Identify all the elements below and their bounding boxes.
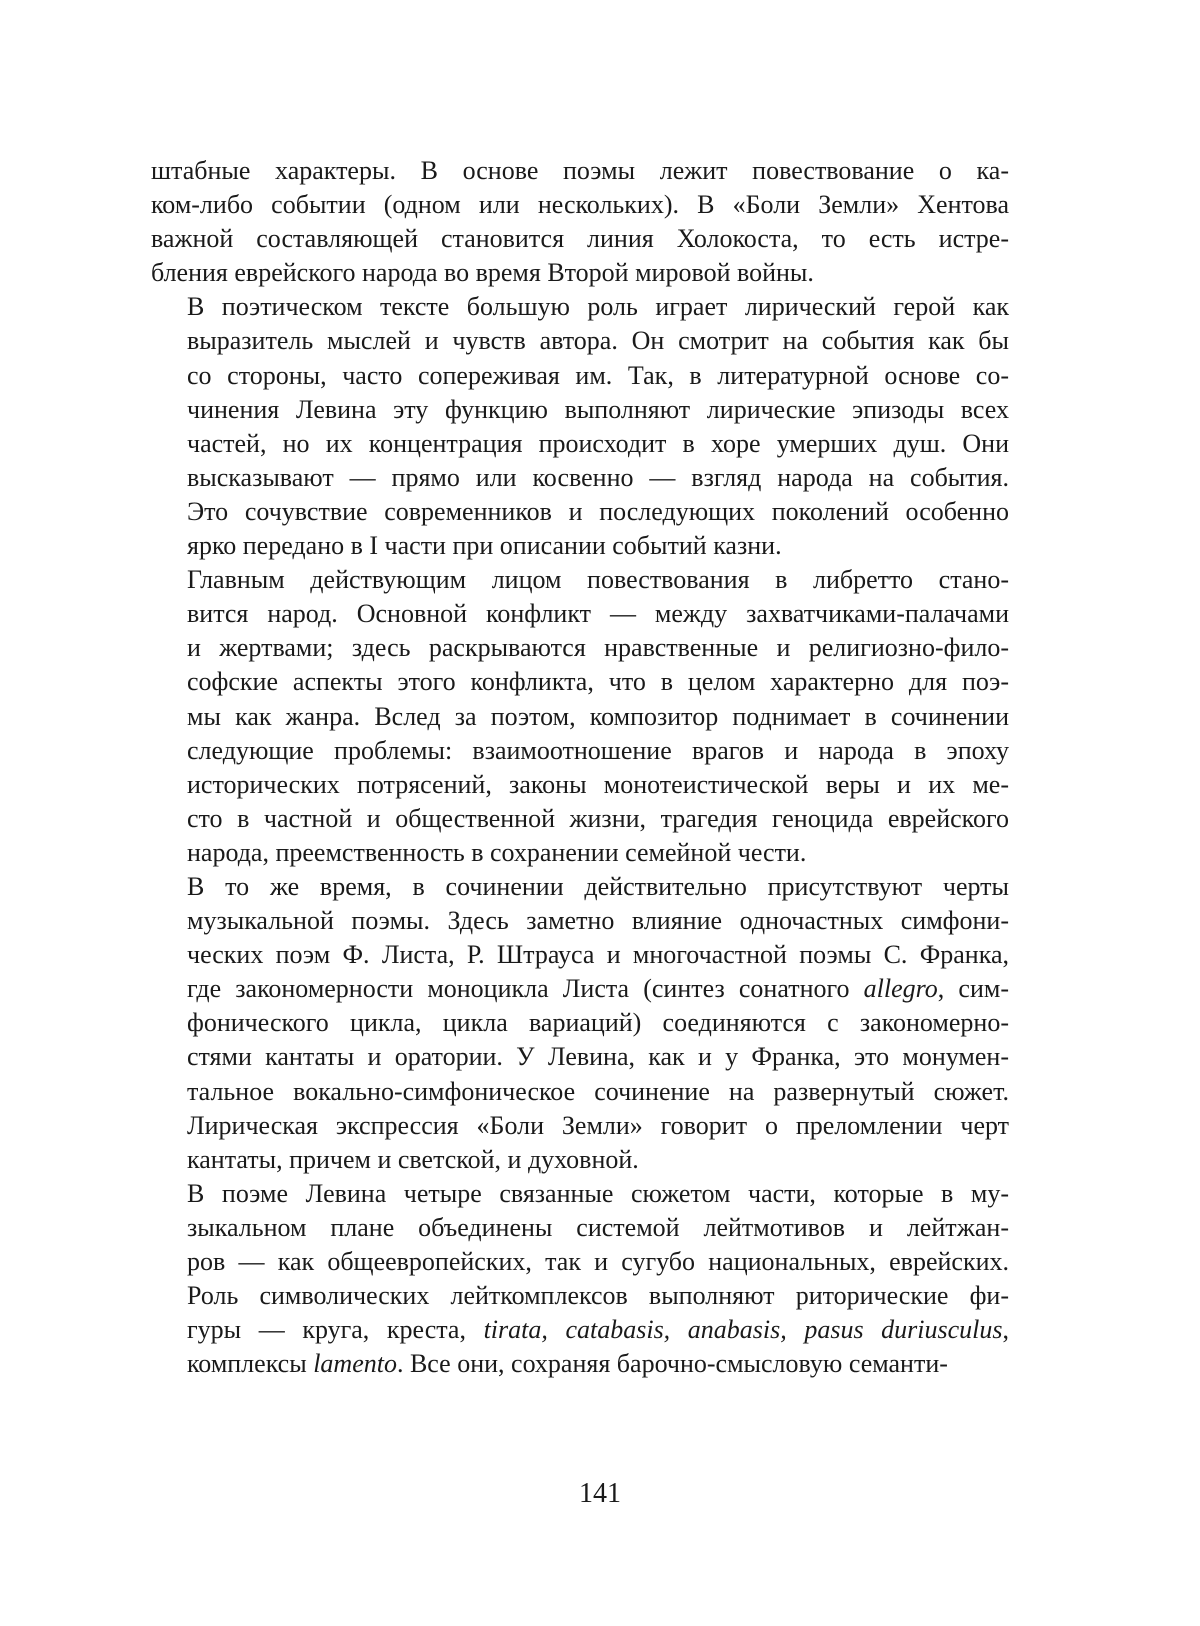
text-line: [151, 836, 1009, 870]
text-line: [151, 563, 1009, 597]
text-segment: комплексы: [187, 1349, 313, 1378]
text-line: [151, 359, 1009, 393]
text-segment: гуры — круга, креста,: [187, 1315, 484, 1344]
text-line: [151, 154, 1009, 188]
text-segment: важной составляющей становится линия Холокоста, то есть истре-: [151, 224, 1009, 253]
text-segment: Лирическая экспрессия «Боли Земли» говорит о преломлении черт: [187, 1111, 1009, 1140]
text-segment: исторических потрясений, законы монотеистической веры и их ме-: [187, 770, 1009, 799]
text-line: [151, 734, 1009, 768]
text-line: [151, 631, 1009, 665]
text-segment: частей, но их концентрация происходит в хоре умерших душ. Они: [187, 429, 1009, 458]
text-segment: народа, преемственность в сохранении семейной чести.: [187, 838, 806, 867]
text-segment: , сим-: [938, 974, 1009, 1003]
text-segment: тальное вокально-симфоническое сочинение на развернутый сюжет.: [187, 1077, 1009, 1106]
text-line: [151, 700, 1009, 734]
text-segment: бления еврейского народа во время Второй мировой войны.: [151, 258, 814, 287]
text-segment: мы как жанра. Вслед за поэтом, композитор поднимает в сочинении: [187, 702, 1009, 731]
text-line: [151, 393, 1009, 427]
text-segment: высказывают — прямо или косвенно — взгляд народа на события.: [187, 463, 1009, 492]
text-segment: В поэме Левина четыре связанные сюжетом части, которые в му-: [187, 1179, 1009, 1208]
text-segment: Главным действующим лицом повествования в либретто стано-: [187, 565, 1009, 594]
text-line: [151, 938, 1009, 972]
text-segment: Роль символических лейткомплексов выполняют риторические фи-: [187, 1281, 1009, 1310]
text-segment: ,: [1003, 1315, 1010, 1344]
text-line: [151, 529, 1009, 563]
text-segment: чинения Левина эту функцию выполняют лирические эпизоды всех: [187, 395, 1009, 424]
text-segment: В то же время, в сочинении действительно присутствуют черты: [187, 872, 1009, 901]
text-segment: ров — как общеевропейских, так и сугубо национальных, еврейских.: [187, 1247, 1009, 1276]
text-segment: Это сочувствие современников и последующих поколений особенно: [187, 497, 1009, 526]
text-line: [151, 1040, 1009, 1074]
text-segment: следующие проблемы: взаимоотношение врагов и народа в эпоху: [187, 736, 1009, 765]
text-line: [151, 870, 1009, 904]
text-line: [151, 768, 1009, 802]
text-segment: со стороны, часто сопереживая им. Так, в литературной основе со-: [187, 361, 1009, 390]
text-line: [151, 904, 1009, 938]
text-segment: музыкальной поэмы. Здесь заметно влияние одночастных симфони-: [187, 906, 1009, 935]
text-line: [151, 188, 1009, 222]
paragraph: [151, 1177, 1009, 1382]
text-segment: стями кантаты и оратории. У Левина, как и у Франка, это монумен-: [187, 1042, 1009, 1071]
text-line: [151, 495, 1009, 529]
text-line: [151, 1245, 1009, 1279]
text-line: [151, 972, 1009, 1006]
text-segment: выразитель мыслей и чувств автора. Он смотрит на события как бы: [187, 326, 1009, 355]
paragraph: [151, 870, 1009, 1177]
text-line: [151, 665, 1009, 699]
text-line: [151, 1347, 1009, 1381]
text-line: [151, 427, 1009, 461]
text-segment: вится народ. Основной конфликт — между захватчиками-палачами: [187, 599, 1009, 628]
text-line: [151, 1143, 1009, 1177]
text-segment: и жертвами; здесь раскрываются нравственные и религиозно-фило-: [187, 633, 1009, 662]
text-segment: сто в частной и общественной жизни, трагедия геноцида еврейского: [187, 804, 1009, 833]
text-segment: ческих поэм Ф. Листа, Р. Штрауса и многочастной поэмы С. Франка,: [187, 940, 1009, 969]
text-line: [151, 1177, 1009, 1211]
text-line: [151, 1313, 1009, 1347]
page-body: [151, 154, 1009, 1381]
text-line: [151, 802, 1009, 836]
text-line: [151, 1075, 1009, 1109]
text-segment: штабные характеры. В основе поэмы лежит повествование о ка-: [151, 156, 1009, 185]
italic-term: tirata, catabasis, anabasis, pasus duriusculus: [484, 1315, 1003, 1344]
text-segment: фонического цикла, цикла вариаций) соединяются с закономерно-: [187, 1008, 1009, 1037]
text-line: [151, 1109, 1009, 1143]
text-segment: ком-либо событии (одном или нескольких). В «Боли Земли» Хентова: [151, 190, 1009, 219]
text-segment: зыкальном плане объединены системой лейтмотивов и лейтжан-: [187, 1213, 1009, 1242]
paragraph: [151, 154, 1009, 290]
paragraph: [151, 290, 1009, 563]
paragraph: [151, 563, 1009, 870]
text-segment: В поэтическом тексте большую роль играет лирический герой как: [187, 292, 1009, 321]
text-segment: ярко передано в I части при описании событий казни.: [187, 531, 782, 560]
text-line: [151, 290, 1009, 324]
text-segment: где закономерности моноцикла Листа (синтез сонатного: [187, 974, 864, 1003]
text-line: [151, 1211, 1009, 1245]
italic-term: lamento: [313, 1349, 397, 1378]
text-line: [151, 1279, 1009, 1313]
text-segment: кантаты, причем и светской, и духовной.: [187, 1145, 639, 1174]
page-number: 141: [0, 1477, 1200, 1511]
italic-term: allegro: [864, 974, 938, 1003]
text-segment: софские аспекты этого конфликта, что в целом характерно для поэ-: [187, 667, 1009, 696]
text-line: [151, 461, 1009, 495]
text-line: [151, 597, 1009, 631]
text-line: [151, 1006, 1009, 1040]
text-segment: . Все они, сохраняя барочно-смысловую семанти-: [397, 1349, 948, 1378]
text-line: [151, 222, 1009, 256]
text-line: [151, 256, 1009, 290]
text-line: [151, 324, 1009, 358]
